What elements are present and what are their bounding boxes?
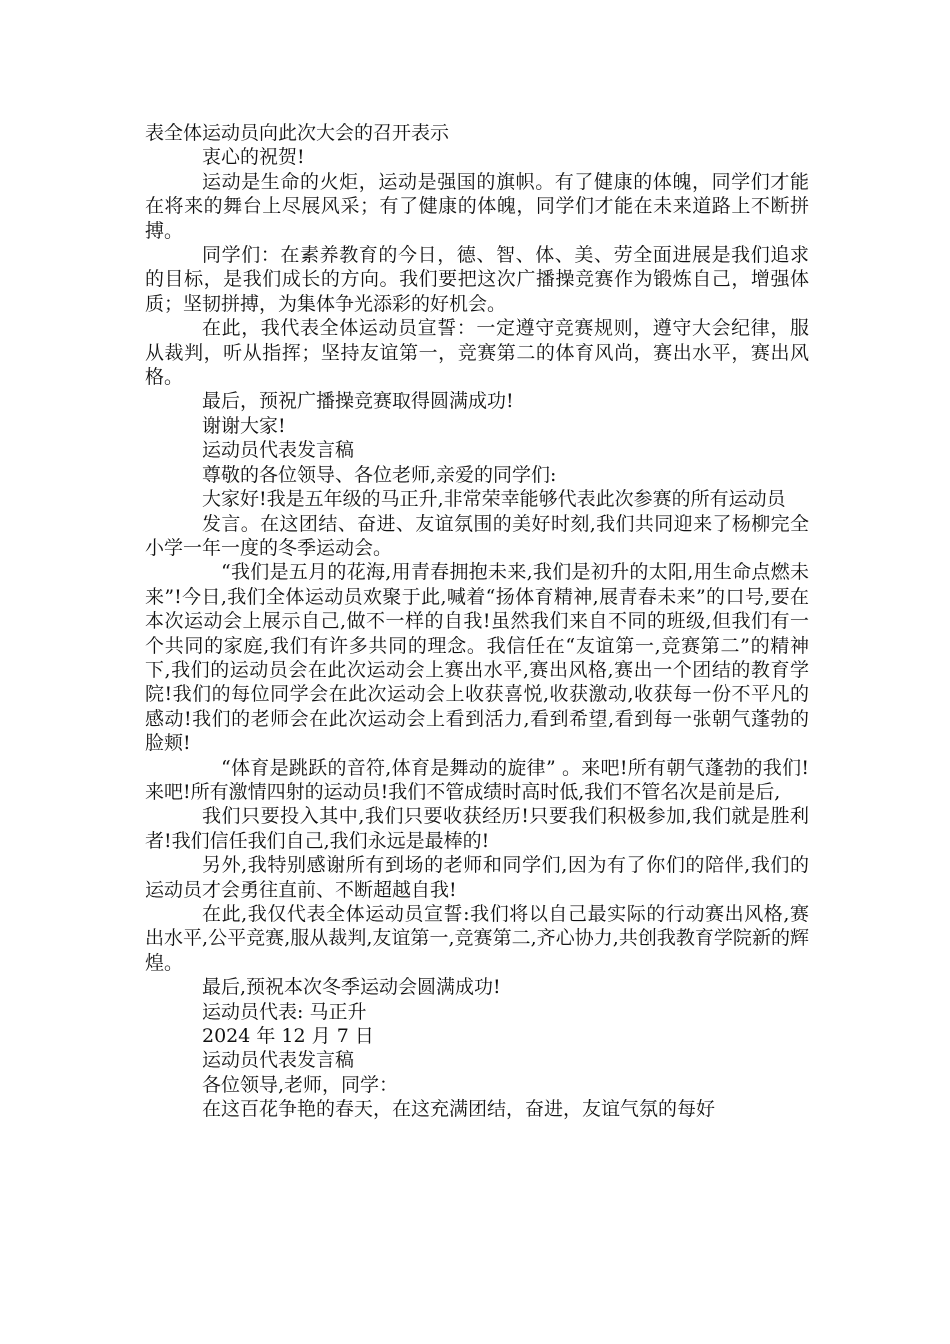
paragraph: 最后，预祝广播操竞赛取得圆满成功! — [202, 390, 514, 413]
paragraph: 在这百花争艳的春天，在这充满团结，奋进，友谊气氛的每好 — [202, 1098, 716, 1121]
paragraph: 发言。在这团结、奋进、友谊氛围的美好时刻,我们共同迎来了杨柳完全小学一年一度的冬季运动会。 — [145, 512, 809, 559]
paragraph: 衷心的祝贺! — [202, 146, 305, 169]
paragraph: 我们只要投入其中,我们只要收获经历!只要我们积极参加,我们就是胜利者!我们信任我们自己,我们永远是最棒的! — [145, 805, 809, 852]
date: 2024 年 12 月 7 日 — [202, 1025, 374, 1048]
section-title: 运动员代表发言稿 — [202, 439, 355, 462]
speech-text — [145, 121, 809, 1122]
salutation: 尊敬的各位领导、各位老师,亲爱的同学们: — [202, 463, 557, 486]
paragraph: 在此，我代表全体运动员宣誓：一定遵守竞赛规则，遵守大会纪律，服从裁判，听从指挥；坚持友谊第一，竞赛第二的体育风尚，赛出水平，赛出风格。 — [145, 317, 809, 389]
signature: 运动员代表: 马正升 — [202, 1000, 367, 1023]
paragraph: 在此,我仅代表全体运动员宣誓:我们将以自己最实际的行动赛出风格,赛出水平,公平竞赛,服从裁判,友谊第一,竞赛第二,齐心协力,共创我教育学院新的辉煌。 — [145, 903, 809, 974]
salutation: 各位领导,老师，同学： — [202, 1073, 399, 1096]
paragraph: 大家好!我是五年级的马正升,非常荣幸能够代表此次参赛的所有运动员 — [202, 488, 786, 511]
paragraph: 表全体运动员向此次大会的召开表示 — [145, 122, 450, 144]
paragraph: 运动是生命的火炬，运动是强国的旗帜。有了健康的体魄，同学们才能在将来的舞台上尽展风采；有了健康的体魄，同学们才能在未来道路上不断拼搏。 — [145, 170, 809, 242]
paragraph: “我们是五月的花海,用青春拥抱未来,我们是初升的太阳,用生命点燃未来”!今日,我们全体运动员欢聚于此,喊着“扬体育精神,展青春未来”的口号,要在本次运动会上展示自己,做不一样的自我!虽然我们来自不同的班级,但我们有一个共同的家庭,我们有许多共同的理念。我信任在“友谊第一,竞赛第二”的精神下,我们的运动员会在此次运动会上赛出水平,赛出风格,赛出一个团结的教育学院!我们的每位同学会在此次运动会上收获喜悦,收获激动,收获每一份不平凡的感动!我们的老师会在此次运动会上看到活力,看到希望,看到每一张朝气蓬勃的脸颊! — [145, 561, 809, 755]
section-title: 运动员代表发言稿 — [202, 1049, 355, 1072]
paragraph: “体育是跳跃的音符,体育是舞动的旋律” 。来吧!所有朝气蓬勃的我们!来吧!所有激情四射的运动员!我们不管成绩时高时低,我们不管名次是前是后, — [145, 756, 809, 803]
paragraph: 最后,预祝本次冬季运动会圆满成功! — [202, 976, 501, 999]
paragraph: 同学们：在素养教育的今日，德、智、体、美、劳全面进展是我们追求的目标，是我们成长的方向。我们要把这次广播操竞赛作为锻炼自己，增强体质；坚韧拼搏，为集体争光添彩的好机会。 — [145, 244, 809, 315]
paragraph: 谢谢大家! — [202, 414, 286, 437]
paragraph: 另外,我特别感谢所有到场的老师和同学们,因为有了你们的陪伴,我们的运动员才会勇往直前、不断超越自我! — [145, 854, 809, 901]
